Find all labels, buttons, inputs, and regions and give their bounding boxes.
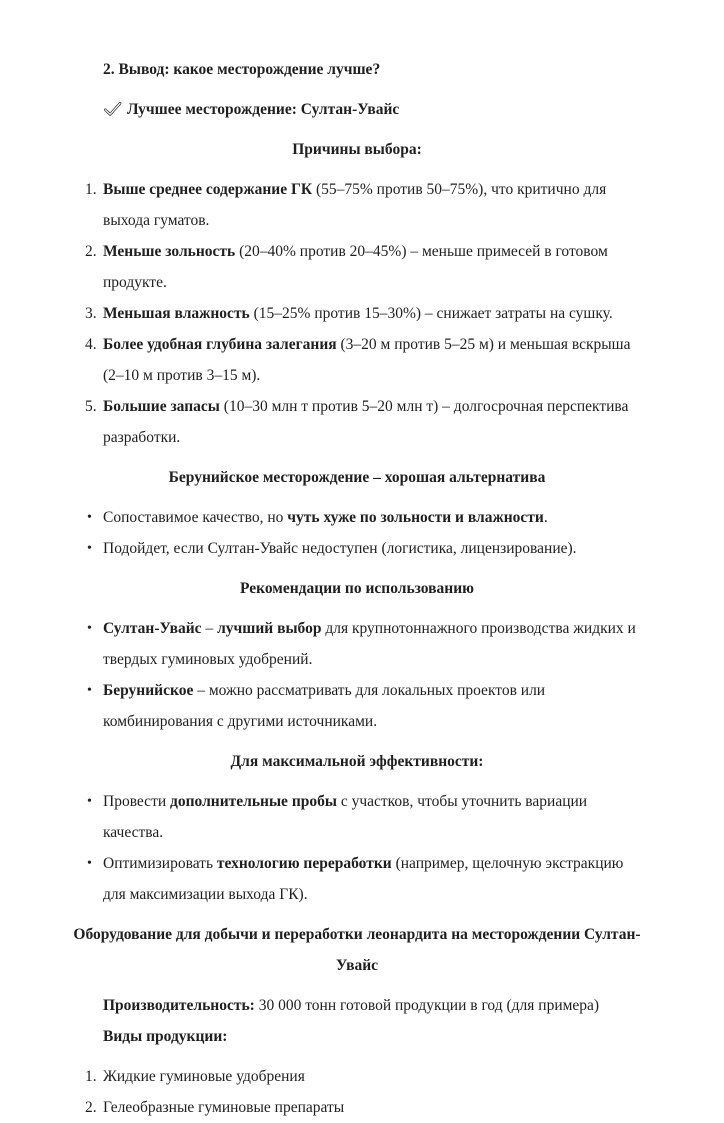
bullet-icon: •	[87, 794, 92, 809]
bullet-icon: •	[87, 541, 92, 556]
list-item	[70, 502, 644, 533]
list-number: 3.	[85, 305, 97, 322]
recommendations-heading: Рекомендации по использованию	[239, 580, 474, 597]
products-list	[70, 1061, 644, 1123]
capacity-line: Производительность: 30 000 тонн готовой продукции в год (для примера)	[103, 997, 600, 1014]
list-item	[70, 329, 644, 391]
reasons-heading: Причины выбора:	[292, 141, 422, 158]
bullet-icon: •	[87, 683, 92, 698]
efficiency-bullets	[70, 786, 644, 910]
list-item	[70, 174, 644, 236]
list-item	[70, 236, 644, 298]
alternative-heading: Берунийское месторождение – хорошая альтернатива	[168, 469, 546, 486]
list-item	[70, 1092, 644, 1123]
check-icon	[103, 94, 127, 122]
reasons-list	[70, 174, 644, 453]
list-number: 2.	[85, 1099, 97, 1116]
list-number: 5.	[85, 398, 97, 415]
list-item	[70, 1061, 644, 1092]
list-item-text: Выше среднее содержание ГК (55–75% против 50–75%), что критично для выхода гуматов.	[103, 181, 607, 229]
list-item-text: Более удобная глубина залегания (3–20 м против 5–25 м) и меньшая вскрыша (2–10 м против 3–15 м).	[103, 336, 631, 384]
bullet-icon: •	[87, 510, 92, 525]
list-item	[70, 391, 644, 453]
list-item	[70, 786, 644, 848]
list-item-text: Султан-Увайс – лучший выбор для крупнотоннажного производства жидких и твердых гуминовых удобрений.	[103, 620, 636, 668]
list-item-text: Сопоставимое качество, но чуть хуже по зольности и влажности.	[103, 509, 548, 526]
recommendations-bullets	[70, 613, 644, 737]
list-item	[70, 533, 644, 564]
list-item-text: Оптимизировать технологию переработки (например, щелочную экстракцию для максимизации выхода ГК).	[103, 855, 624, 903]
equipment-heading: Оборудование для добычи и переработки леонардита на месторождении Султан-Увайс	[73, 926, 641, 974]
list-item-text: Провести дополнительные пробы с участков, чтобы уточнить вариации качества.	[103, 793, 588, 841]
bullet-icon: •	[87, 621, 92, 636]
list-number: 1.	[85, 1068, 97, 1085]
list-item-text: Подойдет, если Султан-Увайс недоступен (логистика, лицензирование).	[103, 540, 577, 557]
list-item	[70, 298, 644, 329]
list-item	[70, 613, 644, 675]
alternative-bullets	[70, 502, 644, 564]
list-item-text: Меньшая влажность (15–25% против 15–30%) – снижает затраты на сушку.	[103, 305, 613, 322]
conclusion-heading: 2. Вывод: какое месторождение лучше?	[103, 61, 381, 78]
list-item-text: Меньше зольность (20–40% против 20–45%) – меньше примесей в готовом продукте.	[103, 243, 608, 291]
best-deposit-line	[103, 94, 644, 125]
list-item	[70, 848, 644, 910]
bullet-icon: •	[87, 856, 92, 871]
list-number: 4.	[85, 336, 97, 353]
list-item-text: Большие запасы (10–30 млн т против 5–20 млн т) – долгосрочная перспектива разработки.	[103, 398, 629, 446]
efficiency-heading: Для максимальной эффективности:	[230, 753, 484, 770]
list-number: 1.	[85, 181, 97, 198]
product-types-heading: Виды продукции:	[103, 1028, 228, 1045]
list-number: 2.	[85, 243, 97, 260]
best-deposit-text: Лучшее месторождение: Султан-Увайс	[127, 101, 400, 118]
list-item	[70, 675, 644, 737]
list-item-text: Жидкие гуминовые удобрения	[103, 1068, 305, 1085]
list-item-text: Гелеобразные гуминовые препараты	[103, 1099, 345, 1116]
list-item-text: Берунийское – можно рассматривать для локальных проектов или комбинирования с другими источниками.	[103, 682, 546, 730]
